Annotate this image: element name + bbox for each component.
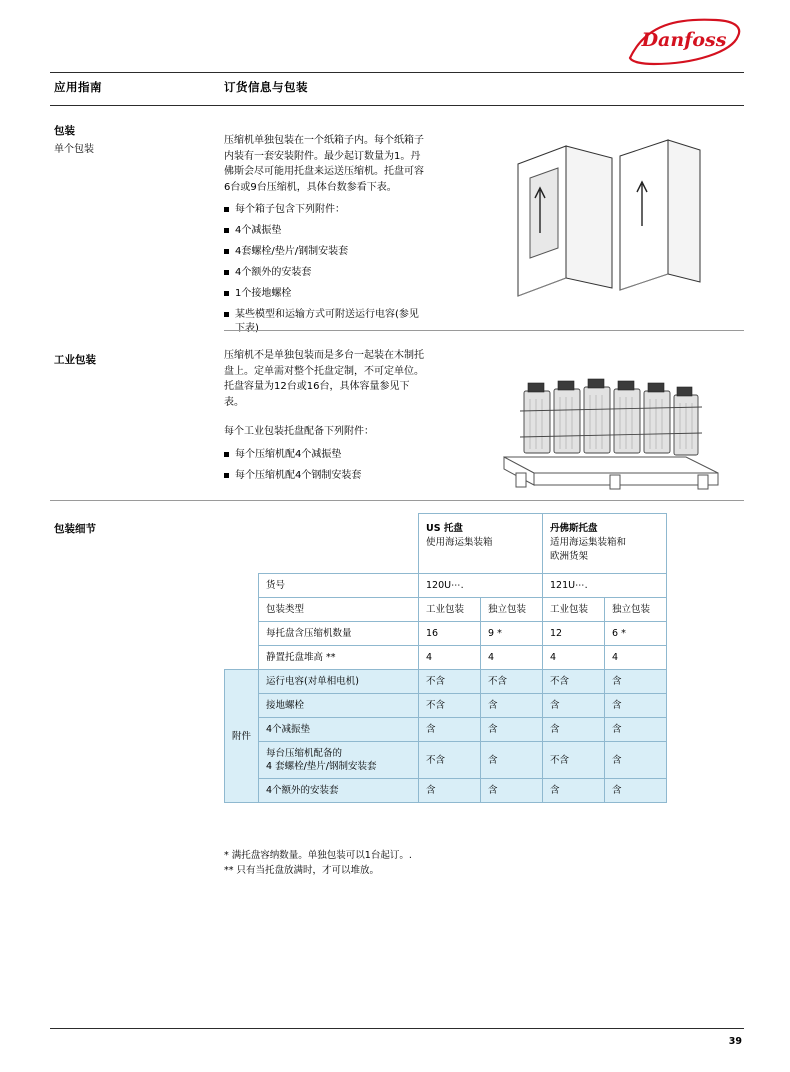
row-label-stack-height: 静置托盘堆高 ** bbox=[259, 646, 419, 670]
cell-cap-df-industrial: 不含 bbox=[543, 670, 605, 694]
industrial-body bbox=[224, 348, 424, 490]
danfoss-logo bbox=[624, 18, 744, 66]
cell-part-number-us: 120U⋯. bbox=[419, 574, 543, 598]
table-corner-blank bbox=[225, 514, 259, 574]
table-row bbox=[225, 742, 667, 779]
section-divider-1 bbox=[224, 330, 744, 331]
row-label-grommets: 4个减振垫 bbox=[259, 718, 419, 742]
list-item: 4套螺栓/垫片/钢制安装套 bbox=[224, 245, 424, 259]
table-row bbox=[225, 670, 667, 694]
cell-cap-df-single: 含 bbox=[605, 670, 667, 694]
packaging-body bbox=[224, 133, 424, 343]
table-blank-cell bbox=[225, 598, 259, 622]
table-row-group-header bbox=[225, 514, 667, 574]
cell-grommet-us-single: 含 bbox=[481, 718, 543, 742]
cell-stack-us-single: 4 bbox=[481, 646, 543, 670]
list-item: 每个压缩机配4个钢制安装套 bbox=[224, 469, 424, 483]
cell-per-pallet-df-single: 6 * bbox=[605, 622, 667, 646]
cell-ground-us-industrial: 不含 bbox=[419, 694, 481, 718]
row-label-ground-bolt: 接地螺栓 bbox=[259, 694, 419, 718]
group-header-line2: 适用海运集装箱和 bbox=[550, 537, 627, 548]
cell-pack-type-df-industrial: 工业包装 bbox=[543, 598, 605, 622]
industrial-pallet-illustration bbox=[490, 345, 730, 495]
cell-bolt-df-single: 含 bbox=[605, 742, 667, 779]
row-label-extra-kit: 4个额外的安装套 bbox=[259, 779, 419, 803]
list-item: 每个箱子包含下列附件： bbox=[224, 203, 424, 217]
list-item: 某些模型和运输方式可附送运行电容(参见下表) bbox=[224, 308, 424, 336]
row-label-run-capacitor: 运行电容(对单相电机) bbox=[259, 670, 419, 694]
section-label-details: 包装细节 bbox=[54, 523, 96, 535]
table-blank-cell bbox=[225, 574, 259, 598]
table-blank-cell bbox=[225, 622, 259, 646]
cell-grommet-df-industrial: 含 bbox=[543, 718, 605, 742]
row-label-bolt-kit-line2: 4 套螺栓/垫片/钢制安装套 bbox=[266, 761, 377, 772]
group-header-line3: 欧洲货架 bbox=[550, 551, 589, 562]
section-divider-2 bbox=[50, 500, 744, 501]
row-label-bolt-kit bbox=[259, 742, 419, 779]
list-item: 1个接地螺栓 bbox=[224, 287, 424, 301]
row-label-pack-type: 包装类型 bbox=[259, 598, 419, 622]
cell-pack-type-us-industrial: 工业包装 bbox=[419, 598, 481, 622]
cell-per-pallet-us-single: 9 * bbox=[481, 622, 543, 646]
cell-stack-us-industrial: 4 bbox=[419, 646, 481, 670]
industrial-paragraph-2: 每个工业包装托盘配备下列附件： bbox=[224, 426, 374, 437]
packaging-paragraph: 压缩机单独包装在一个纸箱子内。每个纸箱子内装有一套安装附件。最少起订数量为1。丹佛斯会尽可能用托盘来运送压缩机。托盘可容6台或9台压缩机，具体台数参看下表。 bbox=[224, 135, 424, 193]
footnote-2: ** 只有当托盘放满时，才可以堆放。 bbox=[224, 865, 380, 876]
cell-ground-us-single: 含 bbox=[481, 694, 543, 718]
table-row bbox=[225, 779, 667, 803]
table-footnotes bbox=[224, 848, 412, 878]
cell-ground-df-single: 含 bbox=[605, 694, 667, 718]
header-rule-bottom bbox=[50, 105, 744, 106]
header-rule-top bbox=[50, 72, 744, 73]
industrial-bullet-list bbox=[224, 448, 424, 483]
row-group-label-accessories: 附件 bbox=[225, 670, 259, 803]
table-group-header-danfoss-pallet bbox=[543, 514, 667, 574]
cell-cap-us-single: 不含 bbox=[481, 670, 543, 694]
footnote-1: * 满托盘容纳数量。单独包装可以1台起订。. bbox=[224, 850, 412, 861]
section-label-packaging: 包装 bbox=[54, 125, 75, 137]
single-pack-carton-illustration bbox=[500, 128, 715, 318]
table-blank-cell bbox=[225, 646, 259, 670]
table-row bbox=[225, 646, 667, 670]
table-group-header-us-pallet bbox=[419, 514, 543, 574]
cell-stack-df-single: 4 bbox=[605, 646, 667, 670]
table-row bbox=[225, 622, 667, 646]
row-label-per-pallet: 每托盘含压缩机数量 bbox=[259, 622, 419, 646]
header-right-title: 订货信息与包装 bbox=[224, 80, 308, 94]
svg-text:Danfoss: Danfoss bbox=[641, 29, 727, 51]
list-item: 4个额外的安装套 bbox=[224, 266, 424, 280]
packaging-details-table bbox=[224, 513, 667, 803]
header-left-title: 应用指南 bbox=[54, 80, 102, 94]
row-label-bolt-kit-line1: 每台压缩机配备的 bbox=[266, 748, 343, 759]
industrial-paragraph: 压缩机不是单独包装而是多台一起装在木制托盘上。定单需对整个托盘定制，不可定单位。托盘容量为12台或16台，具体容量参见下表。 bbox=[224, 350, 424, 408]
cell-grommet-df-single: 含 bbox=[605, 718, 667, 742]
cell-extra-df-single: 含 bbox=[605, 779, 667, 803]
cell-extra-us-industrial: 含 bbox=[419, 779, 481, 803]
table-row bbox=[225, 718, 667, 742]
row-label-part-number: 货号 bbox=[259, 574, 419, 598]
cell-ground-df-industrial: 含 bbox=[543, 694, 605, 718]
group-header-line2: 使用海运集装箱 bbox=[426, 537, 493, 548]
cell-grommet-us-industrial: 含 bbox=[419, 718, 481, 742]
cell-pack-type-df-single: 独立包装 bbox=[605, 598, 667, 622]
cell-part-number-danfoss: 121U⋯. bbox=[543, 574, 667, 598]
page-number: 39 bbox=[728, 1036, 742, 1047]
section-label-industrial: 工业包装 bbox=[54, 354, 96, 366]
cell-per-pallet-us-industrial: 16 bbox=[419, 622, 481, 646]
table-row bbox=[225, 574, 667, 598]
cell-pack-type-us-single: 独立包装 bbox=[481, 598, 543, 622]
list-item: 每个压缩机配4个减振垫 bbox=[224, 448, 424, 462]
table-row bbox=[225, 598, 667, 622]
cell-bolt-us-single: 含 bbox=[481, 742, 543, 779]
cell-bolt-df-industrial: 不含 bbox=[543, 742, 605, 779]
table-corner-blank-2 bbox=[259, 514, 419, 574]
list-item: 4个减振垫 bbox=[224, 224, 424, 238]
table-row bbox=[225, 694, 667, 718]
footer-rule bbox=[50, 1028, 744, 1029]
section-sublabel-single-pack: 单个包装 bbox=[54, 144, 94, 155]
cell-extra-us-single: 含 bbox=[481, 779, 543, 803]
group-header-line1: 丹佛斯托盘 bbox=[550, 523, 598, 534]
cell-extra-df-industrial: 含 bbox=[543, 779, 605, 803]
cell-per-pallet-df-industrial: 12 bbox=[543, 622, 605, 646]
cell-stack-df-industrial: 4 bbox=[543, 646, 605, 670]
packaging-bullet-list bbox=[224, 203, 424, 336]
group-header-line1: US 托盘 bbox=[426, 523, 463, 534]
cell-cap-us-industrial: 不含 bbox=[419, 670, 481, 694]
cell-bolt-us-industrial: 不含 bbox=[419, 742, 481, 779]
